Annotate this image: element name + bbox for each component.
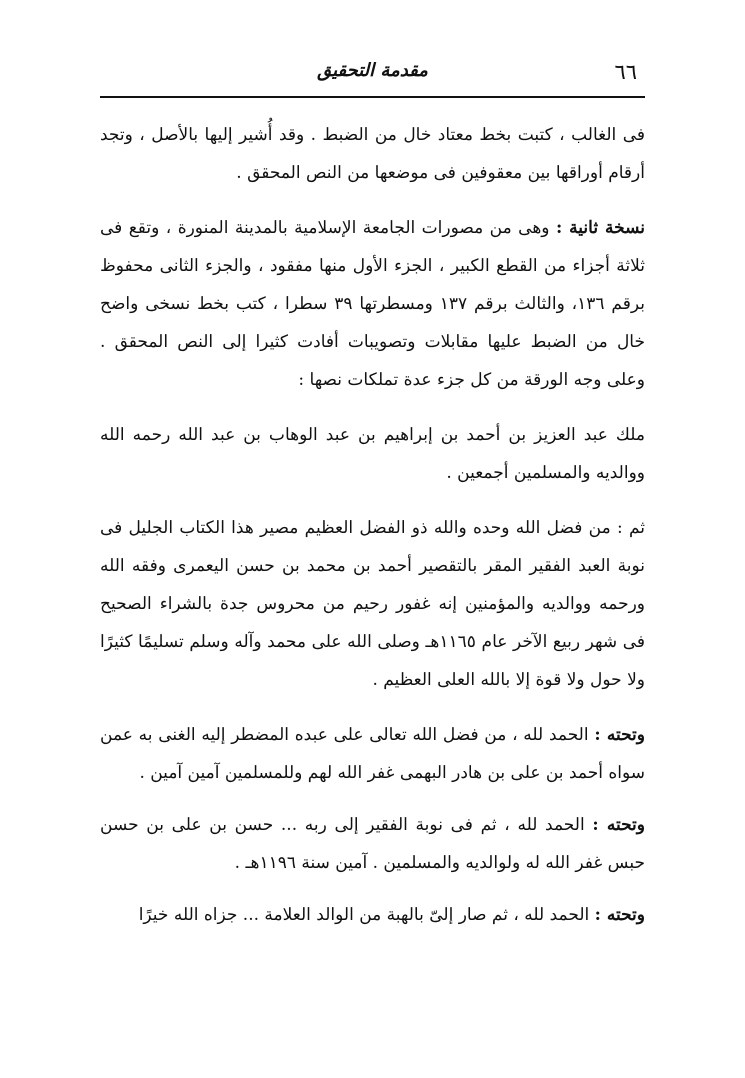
paragraph-second-copy bbox=[100, 209, 645, 399]
page-number: ٦٦ bbox=[614, 60, 637, 84]
paragraph-text: فى الغالب ، كتبت بخط معتاد خال من الضبط . وقد أُشير إليها بالأصل ، وتجد أرقام أوراقها بين معقوفين فى موضعها من النص المحقق . bbox=[100, 125, 645, 183]
paragraph-lead: وتحته : bbox=[594, 905, 645, 925]
paragraph-text: ثم : من فضل الله وحده والله ذو الفضل العظيم مصير هذا الكتاب الجليل فى نوبة العبد الفقير المقر بالتقصير أحمد بن محمد بن حسن اليعمرى وفقه الله ورحمه ووالديه والمؤمنين إنه غفور رحيم من محروس جدة بالشراء الصحيح فى شهر ربيع الآخر عام ١١٦٥هـ وصلى الله على محمد وآله وسلم تسليمًا كثيرًا ولا حول ولا قوة إلا بالله العلى العظيم . bbox=[100, 518, 645, 690]
running-title: مقدمة التحقيق bbox=[317, 60, 428, 81]
page-header bbox=[100, 58, 645, 92]
page-body bbox=[100, 116, 645, 951]
paragraph-ownership-2 bbox=[100, 509, 645, 699]
paragraph-text: الحمد لله ، ثم فى نوبة الفقير إلى ربه ... حسن بن على بن حسن حبس غفر الله له ولوالديه والمسلمين . آمين سنة ١١٩٦هـ . bbox=[100, 815, 645, 873]
paragraph-ownership-5 bbox=[100, 896, 645, 934]
paragraph-text: الحمد لله ، ثم صار إلىّ بالهبة من الوالد العلامة ... جزاه الله خيرًا bbox=[138, 905, 595, 925]
header-rule bbox=[100, 96, 645, 98]
paragraph-ownership-3 bbox=[100, 716, 645, 792]
paragraph-lead: وتحته : bbox=[594, 725, 645, 745]
paragraph-text: الحمد لله ، من فضل الله تعالى على عبده المضطر إليه الغنى به عمن سواه أحمد بن على بن هادر البهمى غفر الله لهم وللمسلمين آمين آمين . bbox=[100, 725, 645, 783]
paragraph-ownership-1 bbox=[100, 416, 645, 492]
paragraph-continuation bbox=[100, 116, 645, 192]
paragraph-lead: وتحته : bbox=[592, 815, 646, 835]
paragraph-text: ملك عبد العزيز بن أحمد بن إبراهيم بن عبد الوهاب بن عبد الله رحمه الله ووالديه والمسلمين أجمعين . bbox=[100, 425, 645, 483]
paragraph-text: وهى من مصورات الجامعة الإسلامية بالمدينة المنورة ، وتقع فى ثلاثة أجزاء من القطع الكبير ، الجزء الأول منها مفقود ، والجزء الثانى محفوظ برقم ١٣٦، والثالث برقم ١٣٧ ومسطرتها ٣٩ سطرا ، كتب بخط نسخى واضح خال من الضبط عليها مقابلات وتصويبات أفادت كثيرا إلى النص المحقق . وعلى وجه الورقة من كل جزء عدة تملكات نصها : bbox=[100, 218, 645, 390]
paragraph-ownership-4 bbox=[100, 806, 645, 882]
paragraph-lead: نسخة ثانية : bbox=[555, 218, 646, 238]
